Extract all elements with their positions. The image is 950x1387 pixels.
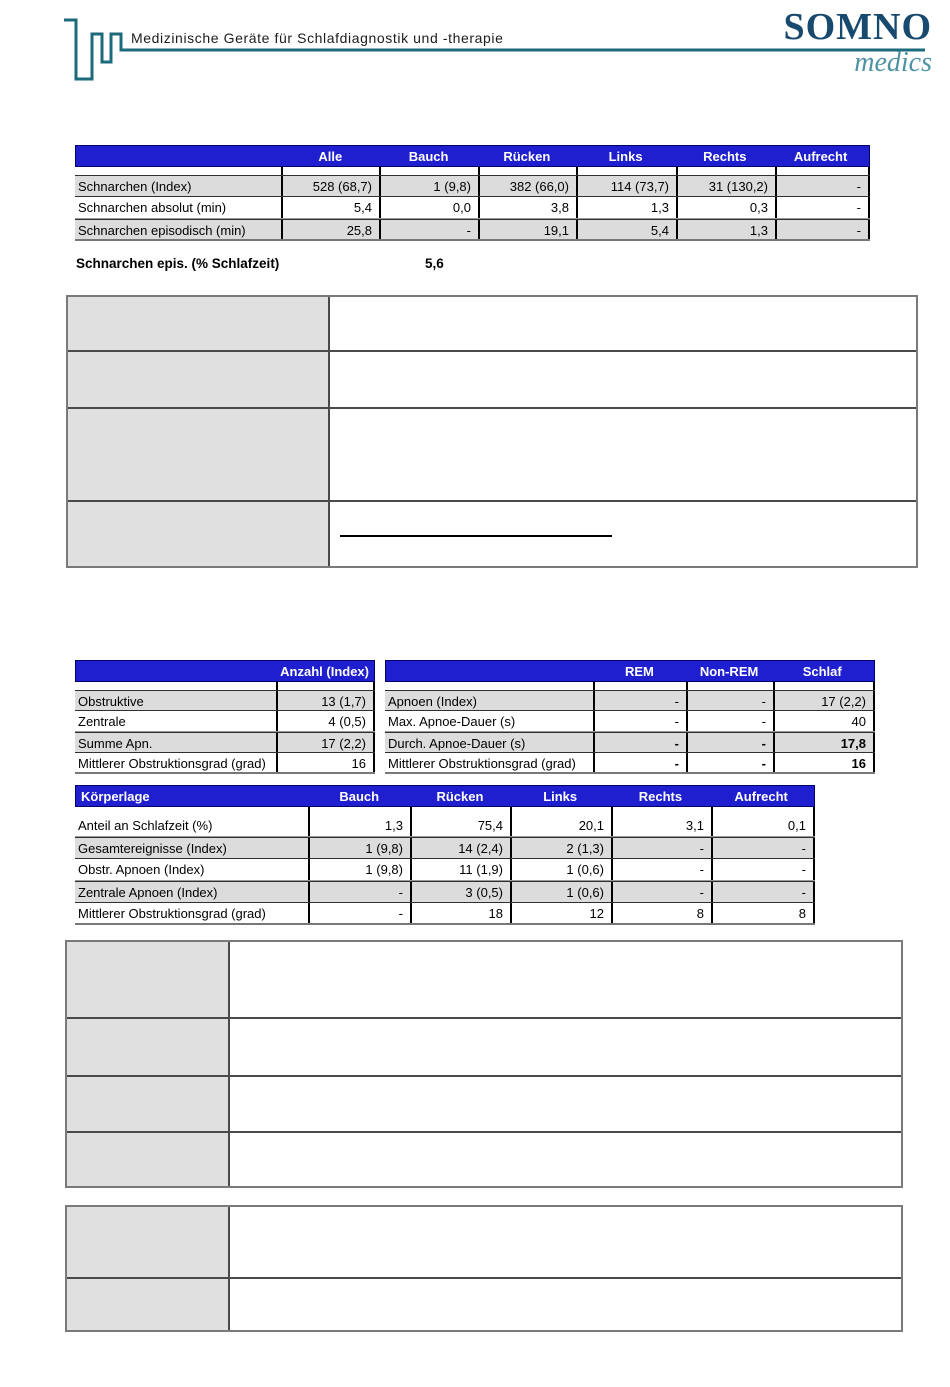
cell: 3,8 <box>480 197 578 218</box>
row-label: Anteil an Schlafzeit (%) <box>75 815 310 836</box>
panel-row <box>67 1207 901 1279</box>
column-header-schlaf: Schlaf <box>802 664 842 679</box>
panel-row <box>67 1019 901 1077</box>
cell: 18 <box>412 903 512 923</box>
cell: 1 (9,8) <box>381 176 480 196</box>
panel-label-cell <box>68 352 330 407</box>
cell: 13 (1,7) <box>278 691 375 710</box>
column-header-empty <box>76 661 278 681</box>
cell: - <box>777 197 870 218</box>
table-spacer <box>385 682 875 690</box>
cell: - <box>310 882 412 902</box>
cell: 3 (0,5) <box>412 882 512 902</box>
cell: 528 (68,7) <box>283 176 381 196</box>
table-row <box>385 711 875 732</box>
cell: 14 (2,4) <box>412 838 512 858</box>
panel-label-cell <box>68 409 330 500</box>
cell: - <box>595 753 688 772</box>
row-label: Schnarchen (Index) <box>75 176 283 196</box>
cell: 0,1 <box>713 815 815 836</box>
column-header-links: Links <box>543 789 578 804</box>
signature-line <box>340 535 612 537</box>
cell: - <box>688 753 775 772</box>
table-row <box>75 815 815 837</box>
panel-value-cell <box>230 1279 901 1330</box>
row-label: Obstruktive <box>75 691 278 710</box>
column-header-anzahl: Anzahl (Index) <box>280 664 369 679</box>
row-label: Obstr. Apnoen (Index) <box>75 859 310 880</box>
cell: - <box>613 859 713 880</box>
apnea-sleep-table <box>385 660 875 774</box>
cell: 75,4 <box>412 815 512 836</box>
table-row <box>75 837 815 859</box>
notes-panel <box>66 295 918 568</box>
table-row <box>75 732 375 753</box>
row-label: Max. Apnoe-Dauer (s) <box>385 711 595 731</box>
column-header-rechts: Rechts <box>703 149 747 164</box>
row-label: Zentrale Apnoen (Index) <box>75 882 310 902</box>
row-label: Gesamtereignisse (Index) <box>75 838 310 858</box>
cell: 1,3 <box>678 220 777 239</box>
panel-label-cell <box>67 1133 230 1186</box>
cell: - <box>688 733 775 752</box>
cell: - <box>381 220 480 239</box>
table-row <box>385 753 875 774</box>
column-header-bauch: Bauch <box>408 149 449 164</box>
panel-value-cell <box>230 1133 901 1186</box>
column-header-rechts: Rechts <box>638 789 683 804</box>
cell: 4 (0,5) <box>278 711 375 731</box>
cell: 2 (1,3) <box>512 838 613 858</box>
cell: - <box>613 882 713 902</box>
panel-value-cell <box>330 352 916 407</box>
panel-label-cell <box>68 297 330 350</box>
panel-value-cell <box>330 409 916 500</box>
cell: 1,3 <box>578 197 678 218</box>
row-label: Mittlerer Obstruktionsgrad (grad) <box>75 903 310 923</box>
panel-label-cell <box>67 1077 230 1131</box>
cell: - <box>595 733 688 752</box>
table-row <box>75 197 870 219</box>
snoring-summary-value: 5,6 <box>425 256 444 271</box>
apnea-sleep-header <box>385 660 875 682</box>
panel-value-cell <box>230 1207 901 1277</box>
comment-panel <box>65 940 903 1188</box>
panel-row <box>68 502 916 566</box>
column-header-alle: Alle <box>318 149 343 164</box>
column-header-ruecken: Rücken <box>503 149 551 164</box>
cell: 5,4 <box>578 220 678 239</box>
panel-value-cell <box>230 1077 901 1131</box>
column-header-empty <box>386 661 595 681</box>
table-row <box>385 690 875 711</box>
row-label: Mittlerer Obstruktionsgrad (grad) <box>75 753 278 772</box>
cell: - <box>713 859 815 880</box>
table-row <box>75 859 815 881</box>
cell: 19,1 <box>480 220 578 239</box>
panel-value-cell <box>330 502 916 566</box>
column-header-aufrecht: Aufrecht <box>793 149 848 164</box>
snoring-table-header <box>75 145 870 167</box>
table-spacer <box>75 682 375 690</box>
cell: - <box>777 220 870 239</box>
table-row <box>385 732 875 753</box>
cell: 1 (0,6) <box>512 882 613 902</box>
cell: 0,3 <box>678 197 777 218</box>
column-header-links: Links <box>608 149 643 164</box>
body-position-header <box>75 785 815 807</box>
panel-row <box>68 409 916 502</box>
table-row <box>75 881 815 903</box>
panel-label-cell <box>68 502 330 566</box>
cell: - <box>777 176 870 196</box>
cell: - <box>713 882 815 902</box>
table-row <box>75 219 870 241</box>
cell: 17,8 <box>775 733 875 752</box>
cell: 1,3 <box>310 815 412 836</box>
column-header-ruecken: Rücken <box>436 789 484 804</box>
cell: 382 (66,0) <box>480 176 578 196</box>
snoring-table <box>75 145 870 241</box>
table-row <box>75 690 375 711</box>
apnea-count-table <box>75 660 375 774</box>
cell: 8 <box>713 903 815 923</box>
cell: 11 (1,9) <box>412 859 512 880</box>
panel-row <box>68 297 916 352</box>
panel-value-cell <box>330 297 916 350</box>
panel-label-cell <box>67 1279 230 1330</box>
brand-logo <box>783 8 932 76</box>
cell: 20,1 <box>512 815 613 836</box>
row-label: Mittlerer Obstruktionsgrad (grad) <box>385 753 595 772</box>
cell: 1 (0,6) <box>512 859 613 880</box>
cell: 8 <box>613 903 713 923</box>
cell: 17 (2,2) <box>775 691 875 710</box>
cell: 31 (130,2) <box>678 176 777 196</box>
cell: - <box>595 711 688 731</box>
cell: 114 (73,7) <box>578 176 678 196</box>
table-spacer <box>75 807 815 815</box>
cell: 0,0 <box>381 197 480 218</box>
panel-value-cell <box>230 1019 901 1075</box>
row-label: Durch. Apnoe-Dauer (s) <box>385 733 595 752</box>
cell: - <box>613 838 713 858</box>
column-header-bauch: Bauch <box>339 789 380 804</box>
cell: 1 (9,8) <box>310 859 412 880</box>
row-label: Zentrale <box>75 711 278 731</box>
row-label: Schnarchen absolut (min) <box>75 197 283 218</box>
cell: 5,4 <box>283 197 381 218</box>
cell: - <box>688 691 775 710</box>
column-header-koerperlage: Körperlage <box>81 789 150 804</box>
cell: 17 (2,2) <box>278 733 375 752</box>
brand-medics: medics <box>854 47 932 78</box>
panel-row <box>67 1133 901 1186</box>
cell: 12 <box>512 903 613 923</box>
cell: 3,1 <box>613 815 713 836</box>
column-header-aufrecht: Aufrecht <box>734 789 788 804</box>
brand-somno: SOMNO <box>783 6 932 48</box>
row-label: Summe Apn. <box>75 733 278 752</box>
cell: - <box>310 903 412 923</box>
row-label: Schnarchen episodisch (min) <box>75 220 283 239</box>
cell: 16 <box>278 753 375 772</box>
footer-panel <box>65 1205 903 1332</box>
cell: - <box>688 711 775 731</box>
table-row <box>75 711 375 732</box>
cell: 1 (9,8) <box>310 838 412 858</box>
cell: 16 <box>775 753 875 772</box>
panel-row <box>67 1279 901 1330</box>
table-row <box>75 903 815 925</box>
cell: 25,8 <box>283 220 381 239</box>
panel-row <box>67 1077 901 1133</box>
apnea-count-header <box>75 660 375 682</box>
body-position-table <box>75 785 815 925</box>
panel-value-cell <box>230 942 901 1017</box>
row-label: Apnoen (Index) <box>385 691 595 710</box>
column-header-nonrem: Non-REM <box>699 664 759 679</box>
panel-label-cell <box>67 1019 230 1075</box>
company-tagline: Medizinische Geräte für Schlafdiagnostik und -therapie <box>131 30 504 46</box>
panel-row <box>68 352 916 409</box>
cell: - <box>713 838 815 858</box>
cell: 40 <box>775 711 875 731</box>
snoring-summary-label: Schnarchen epis. (% Schlafzeit) <box>76 256 280 271</box>
cell: - <box>595 691 688 710</box>
table-row <box>75 175 870 197</box>
panel-label-cell <box>67 1207 230 1277</box>
column-header-rem: REM <box>624 664 654 679</box>
panel-label-cell <box>67 942 230 1017</box>
column-header-empty <box>76 146 283 166</box>
panel-row <box>67 942 901 1019</box>
table-row <box>75 753 375 774</box>
table-spacer <box>75 167 870 175</box>
